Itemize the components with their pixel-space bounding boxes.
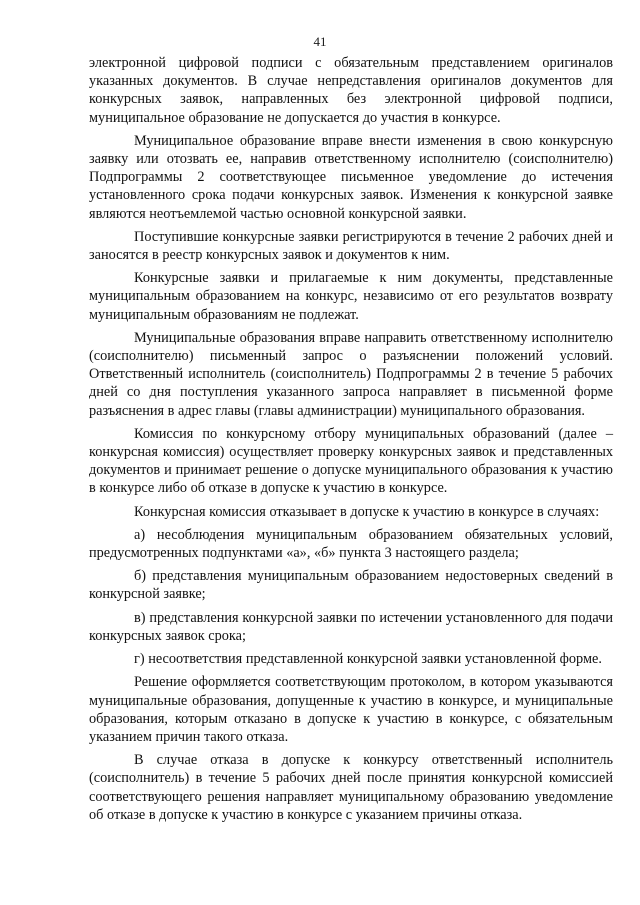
list-item-a: а) несоблюдения муниципальным образованием обязательных условий, предусмотренных подпунктами «а», «б» пункта 3 настоящего раздела;: [89, 526, 613, 562]
paragraph-application-changes: Муниципальное образование вправе внести изменения в свою конкурсную заявку или отозвать ее, направив ответственному исполнителю (соисполнителю) Подпрограммы 2 соответствующее письменное уведомление до истечения установленного срока подачи конкурсных заявок. Изменения к конкурсной заявке являются неотъемлемой частью основной конкурсной заявки.: [89, 132, 613, 222]
paragraph-clarification-request: Муниципальные образования вправе направить ответственному исполнителю (соисполнителю) письменный запрос о разъяснении положений условий. Ответственный исполнитель (соисполнитель) Подпрограммы 2 в течение 5 рабочих дней со дня поступления указанного запроса направляет в письменной форме разъяснения в адрес главы (главы администрации) муниципального образования.: [89, 329, 613, 419]
paragraph-commission: Комиссия по конкурсному отбору муниципальных образований (далее – конкурсная комиссия) осуществляет проверку конкурсных заявок и представленных документов и принимает решение о допуске муниципального образования к участию в конкурсе либо об отказе в допуске к участию в конкурсе.: [89, 425, 613, 497]
list-item-v: в) представления конкурсной заявки по истечении установленного для подачи конкурсных заявок срока;: [89, 609, 613, 644]
paragraph-protocol: Решение оформляется соответствующим протоколом, в котором указываются муниципальные образования, допущенные к участию в конкурсе, и муниципальные образования, которым отказано в допуске к участию в конкурсе, с обязательным указанием причин такого отказа.: [89, 674, 613, 745]
list-item-g: г) несоответствия представленной конкурсной заявки установленной форме.: [134, 651, 602, 668]
paragraph-refusal-cases: Конкурсная комиссия отказывает в допуске к участию в конкурсе в случаях:: [134, 503, 600, 520]
document-body: [89, 54, 613, 824]
paragraph-no-return: Конкурсные заявки и прилагаемые к ним документы, представленные муниципальным образованием на конкурс, независимо от его результатов возврату муниципальным образованиям не подлежат.: [89, 270, 613, 323]
paragraph-refusal-notice: В случае отказа в допуске к конкурсу ответственный исполнитель (соисполнитель) в течение 5 рабочих дней после принятия конкурсной комиссией соответствующего решения направляет муниципальному образованию уведомление об отказе в допуске к участию в конкурсе с указанием причины отказа.: [89, 752, 613, 823]
paragraph-registration: Поступившие конкурсные заявки регистрируются в течение 2 рабочих дней и заносятся в реестр конкурсных заявок и документов к ним.: [89, 228, 613, 264]
paragraph-continuation: электронной цифровой подписи с обязательным представлением оригиналов указанных документов. В случае непредставления оригиналов документов для конкурсных заявок, направленных без электронной цифровой подписи, муниципальное образование не допускается до участия в конкурсе.: [89, 55, 613, 126]
page-number: 41: [313, 34, 327, 49]
list-item-b: б) представления муниципальным образованием недостоверных сведений в конкурсной заявке;: [89, 568, 613, 603]
